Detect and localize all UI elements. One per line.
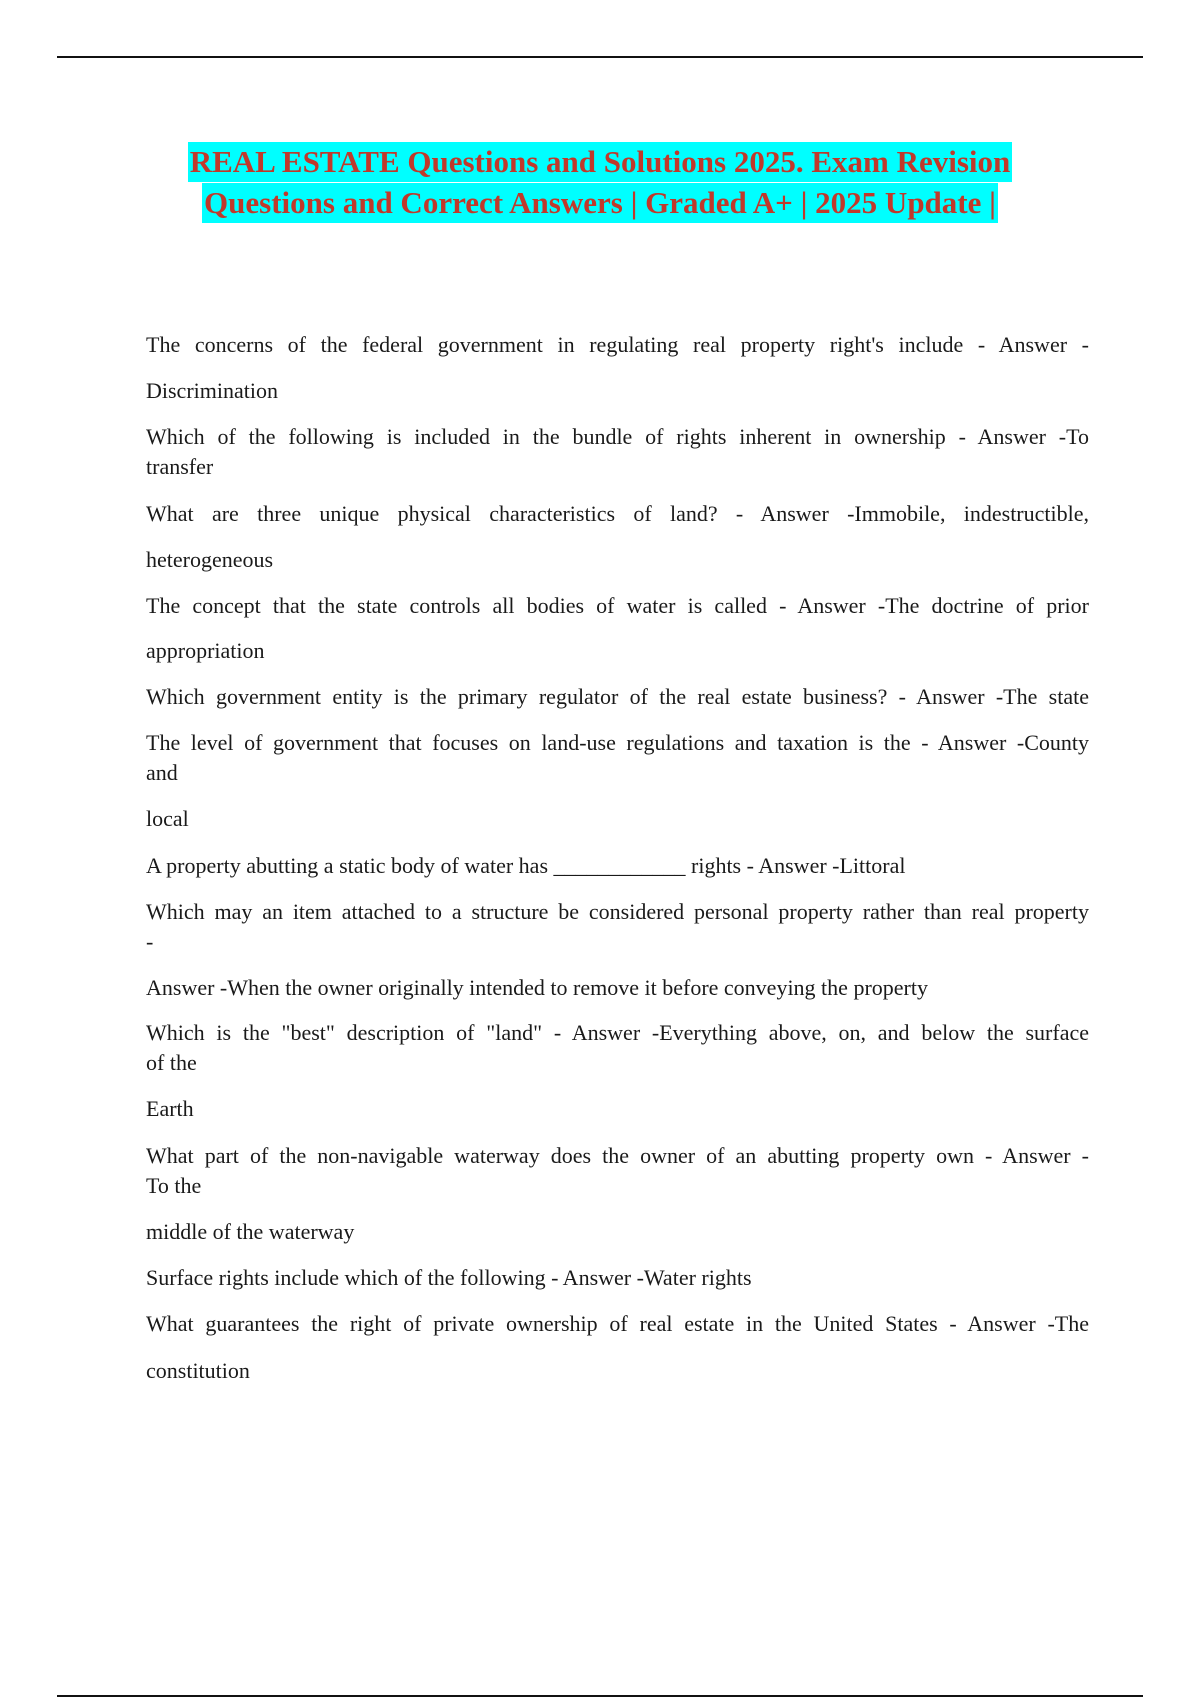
top-rule bbox=[57, 56, 1143, 58]
text-line: constitution bbox=[146, 1358, 250, 1383]
text-line: A property abutting a static body of water has ____________ rights - Answer -Littoral bbox=[146, 853, 906, 878]
text-line: heterogeneous bbox=[146, 547, 274, 572]
text-line: The concept that the state controls all bodies of water is called - Answer -The doctrine of prior bbox=[146, 593, 1089, 618]
text-line: To the bbox=[146, 1173, 202, 1198]
text-line: What part of the non-navigable waterway does the owner of an abutting property own - Answer - bbox=[146, 1143, 1089, 1168]
text-line: local bbox=[146, 806, 189, 831]
text-line: Discrimination bbox=[146, 378, 278, 403]
text-line: The level of government that focuses on land-use regulations and taxation is the - Answer -County bbox=[146, 730, 1089, 755]
text-line: middle of the waterway bbox=[146, 1219, 355, 1244]
text-line: The concerns of the federal government in regulating real property right's include - Answer - bbox=[146, 332, 1089, 357]
text-line: What are three unique physical characteristics of land? - Answer -Immobile, indestructible, bbox=[146, 501, 1089, 526]
bottom-rule bbox=[57, 1695, 1143, 1697]
document-title bbox=[0, 142, 1200, 224]
title-line-2: Questions and Correct Answers | Graded A+ | 2025 Update | bbox=[202, 183, 998, 223]
text-line: Which of the following is included in the bundle of rights inherent in ownership - Answer -To bbox=[146, 424, 1089, 449]
text-line: Which may an item attached to a structure be considered personal property rather than real property bbox=[146, 899, 1089, 924]
text-line: of the bbox=[146, 1050, 197, 1075]
text-line: Which government entity is the primary regulator of the real estate business? - Answer -The state bbox=[146, 684, 1089, 709]
title-line-1: REAL ESTATE Questions and Solutions 2025. Exam Revision bbox=[188, 142, 1013, 182]
text-line: Surface rights include which of the following - Answer -Water rights bbox=[146, 1265, 752, 1290]
text-line: What guarantees the right of private ownership of real estate in the United States - Answer -The bbox=[146, 1311, 1089, 1336]
text-line: appropriation bbox=[146, 638, 265, 663]
qa-list bbox=[146, 330, 1089, 1386]
text-line: Answer -When the owner originally intended to remove it before conveying the property bbox=[146, 975, 928, 1000]
text-line: - bbox=[146, 929, 154, 954]
text-line: Which is the "best" description of "land" - Answer -Everything above, on, and below the surface bbox=[146, 1020, 1089, 1045]
text-line: Earth bbox=[146, 1096, 194, 1121]
text-line: and bbox=[146, 760, 178, 785]
text-line: transfer bbox=[146, 454, 214, 479]
